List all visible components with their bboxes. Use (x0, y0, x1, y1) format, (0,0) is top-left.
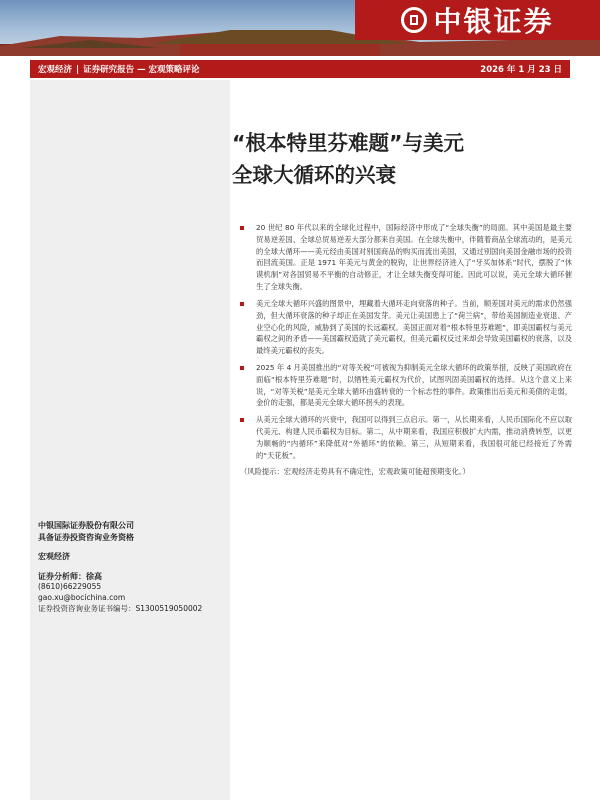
logo-text: 中银证券 (433, 5, 554, 38)
analyst-email[interactable]: gao.xu@bocichina.com (38, 593, 126, 603)
bullet-text: 从美元全球大循环的兴衰中，我国可以得到三点启示。第一，从长期来看，人民币国际化不应以取代美元、构建人民币霸权为目标。第二，从中期来看，我国应积极扩大内需，推动消费转型，以更为顺畅的“内循环”来降低对“外循环”的依赖。第三，从短期来看，我国很可能已经接近了外需的“天花板”。 (256, 415, 572, 460)
bullet-square-icon (240, 302, 244, 306)
title-line-2: 全球大循环的兴衰 (232, 162, 396, 187)
bullet-square-icon (240, 226, 244, 230)
analyst-phone: (8610)66229055 (38, 582, 102, 592)
summary-bullet (240, 222, 572, 293)
breadcrumb-report-type: 证券研究报告 — 宏观策略评论 (83, 65, 200, 75)
bullet-square-icon (240, 418, 244, 422)
analyst-cert: 证券投资咨询业务证书编号：S1300519050002 (38, 604, 203, 614)
breadcrumb-category: 宏观经济 (38, 65, 73, 75)
qualification: 具备证券投资咨询业务资格 (38, 532, 134, 542)
bullet-square-icon (240, 366, 244, 370)
analyst-name: 证券分析师：徐高 (38, 571, 102, 581)
bullet-text: 美元全球大循环兴盛的图景中，埋藏着大循环走向衰落的种子。当前，顺差国对美元的需求仍然强劲，但大循环衰落的种子却正在美国发芽。美元让美国患上了“荷兰病”，带给美国制造业衰退、产业空心化的风险，威胁到了美国的长远霸权。美国正面对着“根本特里芬难题”，即美国霸权与美元霸权之间的矛盾——美国霸权造就了美元霸权，但美元霸权反过来却会导致美国霸权的衰落，以及最终美元霸权的丧失。 (256, 298, 572, 356)
bullet-text: 20 世纪 80 年代以来的全球化过程中，国际经济中形成了“全球失衡”的局面。其中美国是最主要贸易逆差国、全球总贸易逆差大部分都来自美国。在全球失衡中，伴随着商品全球流动的，是美元的全球大循环——美元经由美国对别国商品的购买而流出美国，又通过别国向美国金融市场的投资而回流美国。正是 1971 年美元与黄金的脱钩，让世界经济进入了“牙买加体系”时代，摆脱了“休谟机制”对各国贸易不平衡的自动修正，才让全球失衡变得可能。因此可以说，美元全球大循环催生了全球失衡。 (256, 223, 572, 292)
summary-bullet (240, 414, 572, 461)
report-category: 宏观经济 (38, 552, 70, 562)
boc-logo-icon (401, 7, 427, 33)
header-banner (0, 0, 600, 56)
report-date: 2026 年 1 月 23 日 (480, 65, 562, 75)
logo (355, 0, 600, 40)
analyst-info (38, 520, 228, 615)
breadcrumb: 宏观经济 | 证券研究报告 — 宏观策略评论 (38, 65, 200, 75)
summary-bullet (240, 298, 572, 357)
summary-content (240, 222, 572, 478)
company-name: 中银国际证券股份有限公司 (38, 521, 134, 530)
page-title (232, 128, 572, 192)
summary-bullet (240, 362, 572, 409)
left-sidebar (30, 80, 230, 800)
bullet-text: 2025 年 4 月美国推出的“对等关税”可被视为抑制美元全球大循环的政策举措，反映了美国政府在面临“根本特里芬难题”时，以牺牲美元霸权为代价，试图巩固美国霸权的选择。从这个意义上来说，“对等关税”是美元全球大循环由盛转衰的一个标志性的事件。政策推出后美元和美债的走弱，金价的走强，都是美元全球大循环拐头的表现。 (256, 362, 572, 408)
title-line-1: “根本特里芬难题”与美元 (232, 131, 464, 155)
risk-note: （风险提示：宏观经济走势具有不确定性，宏观政策可能超预期变化。） (240, 467, 470, 477)
report-header-bar (30, 60, 570, 78)
